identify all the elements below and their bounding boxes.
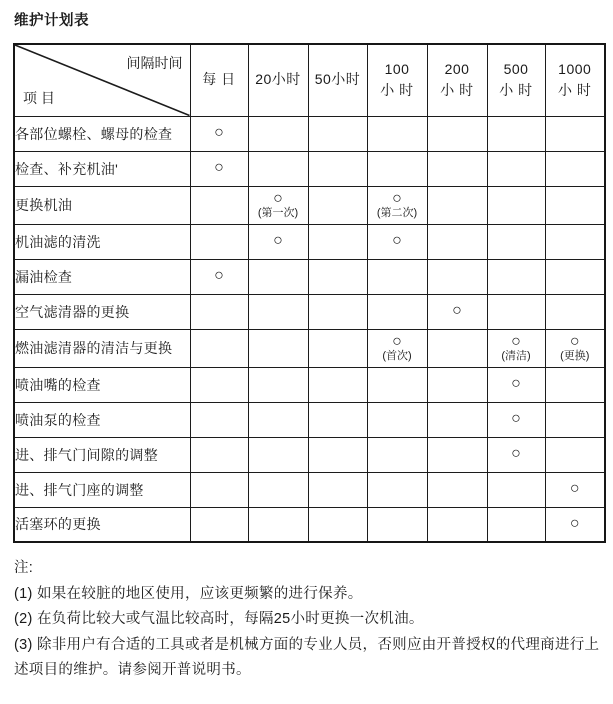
column-header-line: 小 时 (380, 82, 414, 99)
mark-note: (更换) (560, 349, 590, 362)
applicable-circle-icon: ○ (511, 410, 521, 428)
schedule-cell (248, 367, 308, 402)
schedule-cell (308, 437, 367, 472)
schedule-cell (367, 186, 427, 224)
table-row (14, 402, 605, 437)
schedule-cell (545, 329, 605, 367)
schedule-cell (367, 507, 427, 542)
schedule-cell (487, 224, 545, 259)
schedule-cell (427, 437, 487, 472)
schedule-cell (427, 507, 487, 542)
mark-note: (首次) (382, 349, 412, 362)
applicable-circle-icon: ○ (569, 480, 580, 498)
applicable-circle-icon: ○ (569, 333, 580, 351)
schedule-cell (190, 116, 248, 151)
schedule-cell (545, 367, 605, 402)
table-row (14, 437, 605, 472)
row-label: 各部位螺栓、螺母的检查 (14, 116, 190, 151)
applicable-circle-icon: ○ (214, 124, 224, 142)
schedule-cell (545, 151, 605, 186)
schedule-cell (487, 186, 545, 224)
note-item: (2) 在负荷比较大或气温比较高时，每隔25小时更换一次机油。 (14, 611, 424, 627)
schedule-cell (190, 151, 248, 186)
schedule-cell (190, 186, 248, 224)
schedule-cell (367, 294, 427, 329)
corner-item-label: 项 目 (23, 89, 55, 106)
schedule-cell (427, 294, 487, 329)
column-header-line: 20小时 (255, 71, 301, 88)
column-header (248, 44, 308, 116)
schedule-cell (248, 402, 308, 437)
schedule-cell (308, 116, 367, 151)
schedule-cell (545, 224, 605, 259)
row-label: 空气滤清器的更换 (14, 294, 190, 329)
column-header (308, 44, 367, 116)
schedule-cell (427, 367, 487, 402)
schedule-cell (248, 116, 308, 151)
schedule-cell (545, 186, 605, 224)
column-header-line: 小 时 (440, 82, 474, 99)
applicable-circle-icon: ○ (392, 232, 402, 250)
schedule-cell (308, 329, 367, 367)
column-header-line: 500 (503, 60, 529, 77)
schedule-cell (427, 186, 487, 224)
schedule-cell (248, 437, 308, 472)
column-header-line: 小 时 (558, 82, 592, 99)
schedule-cell (190, 329, 248, 367)
table-row (14, 367, 605, 402)
schedule-cell (545, 472, 605, 507)
row-label: 喷油嘴的检查 (14, 367, 190, 402)
schedule-cell (487, 294, 545, 329)
table-row (14, 259, 605, 294)
row-label: 喷油泵的检查 (14, 402, 190, 437)
column-header (487, 44, 545, 116)
schedule-cell (427, 259, 487, 294)
applicable-circle-icon: ○ (569, 514, 580, 532)
row-label: 燃油滤清器的清洁与更换 (14, 329, 190, 367)
row-label: 进、排气门座的调整 (14, 472, 190, 507)
notes-heading: 注: (14, 560, 34, 576)
schedule-cell (427, 472, 487, 507)
column-header-line: 100 (384, 60, 410, 77)
schedule-cell (427, 116, 487, 151)
schedule-cell (367, 259, 427, 294)
notes-section (14, 556, 608, 684)
column-header-line: 每 日 (202, 71, 236, 88)
note-item: (3) 除非用户有合适的工具或者是机械方面的专业人员，否则应由开普授权的代理商进行上述项目的维护。请参阅开普说明书。 (14, 636, 600, 678)
schedule-cell (190, 367, 248, 402)
table-row (14, 116, 605, 151)
schedule-cell (487, 367, 545, 402)
schedule-cell (367, 116, 427, 151)
applicable-circle-icon: ○ (511, 375, 521, 393)
applicable-circle-icon: ○ (273, 232, 283, 250)
schedule-cell (190, 402, 248, 437)
table-row (14, 294, 605, 329)
schedule-cell (545, 437, 605, 472)
maintenance-schedule-table (13, 43, 606, 543)
column-header-line: 50小时 (314, 71, 361, 88)
schedule-cell (248, 151, 308, 186)
schedule-cell (248, 294, 308, 329)
schedule-cell (248, 186, 308, 224)
schedule-cell (308, 294, 367, 329)
applicable-circle-icon: ○ (452, 302, 462, 320)
schedule-cell (248, 224, 308, 259)
schedule-cell (190, 259, 248, 294)
table-row (14, 472, 605, 507)
applicable-circle-icon: ○ (392, 333, 402, 351)
schedule-cell (308, 224, 367, 259)
schedule-cell (190, 507, 248, 542)
row-label: 机油滤的清洗 (14, 224, 190, 259)
table-row (14, 151, 605, 186)
schedule-cell (487, 116, 545, 151)
table-row (14, 224, 605, 259)
header-row (14, 44, 605, 116)
column-header (545, 44, 605, 116)
schedule-cell (545, 402, 605, 437)
column-header (427, 44, 487, 116)
schedule-cell (427, 151, 487, 186)
row-label: 活塞环的更换 (14, 507, 190, 542)
schedule-cell (487, 437, 545, 472)
table-row (14, 186, 605, 224)
schedule-cell (427, 224, 487, 259)
applicable-circle-icon: ○ (214, 267, 224, 285)
schedule-cell (487, 472, 545, 507)
applicable-circle-icon: ○ (392, 190, 402, 208)
schedule-cell (487, 151, 545, 186)
schedule-cell (190, 224, 248, 259)
column-header (190, 44, 248, 116)
column-header-line: 1000 (558, 60, 592, 77)
schedule-cell (545, 507, 605, 542)
schedule-cell (248, 507, 308, 542)
schedule-cell (308, 472, 367, 507)
schedule-cell (190, 437, 248, 472)
applicable-circle-icon: ○ (214, 159, 224, 177)
schedule-cell (248, 329, 308, 367)
schedule-cell (367, 224, 427, 259)
column-header-line: 200 (444, 60, 470, 77)
schedule-cell (427, 402, 487, 437)
schedule-cell (308, 507, 367, 542)
schedule-cell (487, 402, 545, 437)
schedule-cell (367, 329, 427, 367)
applicable-circle-icon: ○ (511, 445, 521, 463)
schedule-cell (367, 437, 427, 472)
column-header (367, 44, 427, 116)
schedule-cell (545, 116, 605, 151)
mark-note: (第二次) (376, 206, 418, 219)
table-row (14, 507, 605, 542)
row-label: 检查、补充机油' (14, 151, 190, 186)
schedule-cell (308, 259, 367, 294)
row-label: 更换机油 (14, 186, 190, 224)
schedule-cell (367, 151, 427, 186)
schedule-cell (367, 472, 427, 507)
schedule-cell (427, 329, 487, 367)
table-row (14, 329, 605, 367)
note-item: (1) 如果在较脏的地区使用，应该更频繁的进行保养。 (14, 585, 363, 602)
schedule-cell (248, 472, 308, 507)
schedule-cell (545, 294, 605, 329)
schedule-cell (367, 367, 427, 402)
applicable-circle-icon: ○ (273, 190, 283, 208)
schedule-cell (367, 402, 427, 437)
schedule-cell (487, 259, 545, 294)
schedule-cell (308, 402, 367, 437)
schedule-cell (190, 294, 248, 329)
table-body (14, 116, 605, 542)
schedule-cell (248, 259, 308, 294)
schedule-cell (190, 472, 248, 507)
applicable-circle-icon: ○ (511, 333, 521, 351)
schedule-cell (308, 367, 367, 402)
schedule-cell (545, 259, 605, 294)
page-title: 维护计划表 (14, 13, 89, 29)
column-header-line: 小 时 (499, 82, 533, 99)
schedule-cell (308, 151, 367, 186)
row-label: 进、排气门间隙的调整 (14, 437, 190, 472)
schedule-cell (308, 186, 367, 224)
corner-interval-label: 间隔时间 (126, 55, 183, 71)
mark-note: (第一次) (257, 206, 299, 219)
mark-note: (清洁) (501, 349, 531, 362)
row-label: 漏油检查 (14, 259, 190, 294)
schedule-cell (487, 507, 545, 542)
schedule-cell (487, 329, 545, 367)
corner-cell (14, 44, 190, 116)
